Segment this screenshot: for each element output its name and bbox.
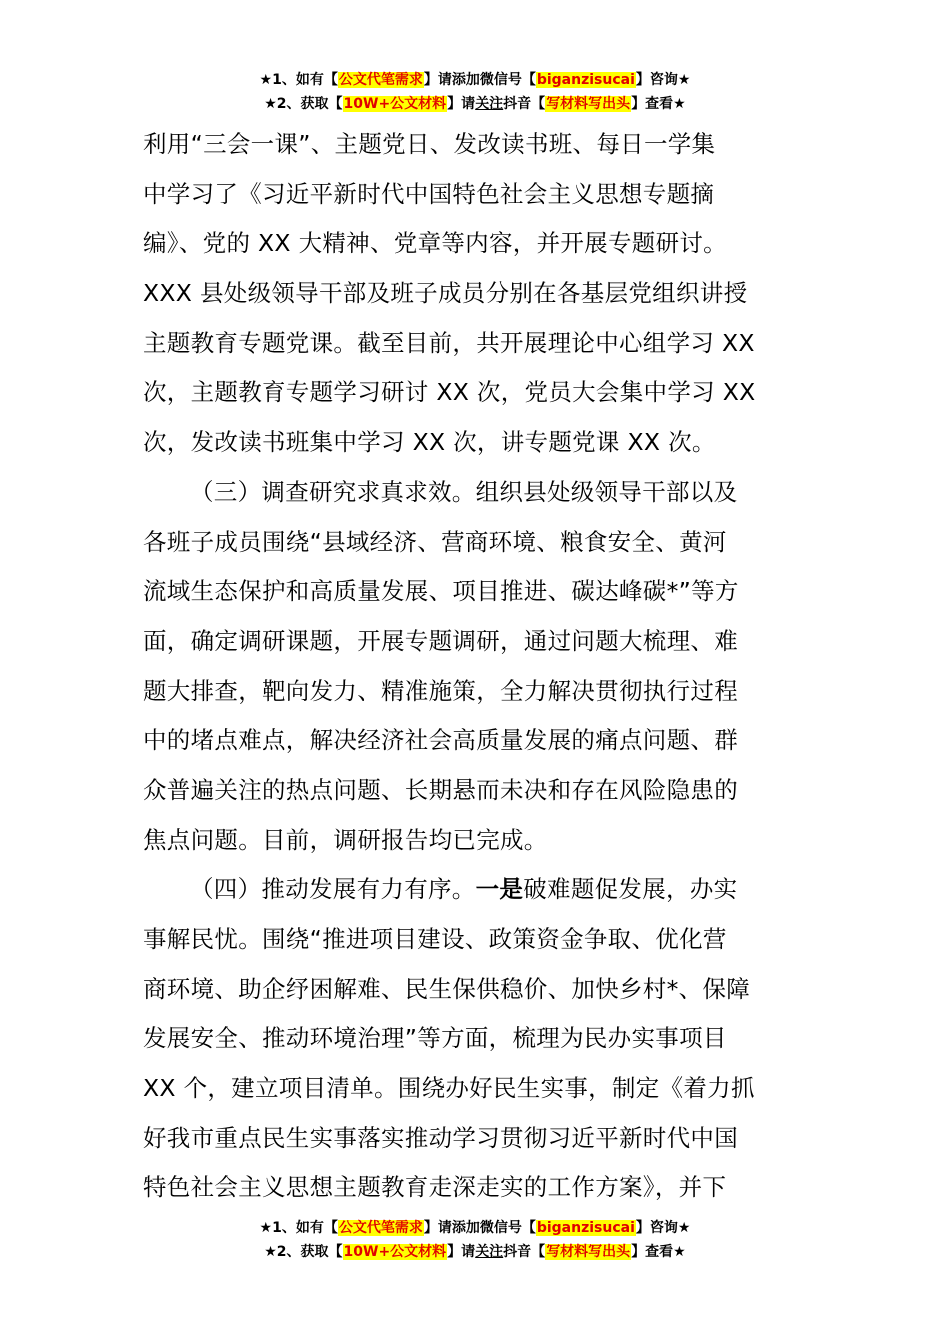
body-text: 破难题促发展，办实: [523, 875, 738, 904]
banner-text: 添加: [451, 1220, 480, 1236]
body-line: 次，发改读书班集中学习 XX 次，讲专题党课 XX 次。: [143, 428, 716, 457]
banner-line-1: [0, 1216, 950, 1240]
banner-text: 微信号【: [479, 1220, 536, 1236]
banner-text: 】查看★: [631, 96, 686, 112]
douyin-name: 写材料写出头: [546, 1244, 631, 1260]
banner-text: 】请: [423, 72, 452, 88]
header-banner: [0, 68, 950, 116]
body-line: 商环境、助企纾困解难、民生保供稳价、加快乡村*、保障: [143, 974, 751, 1003]
body-line: 事解民忧。围绕“推进项目建设、政策资金争取、优化营: [143, 925, 727, 953]
body-line: 各班子成员围绕“县域经济、营商环境、粮食安全、黄河: [143, 527, 727, 556]
banner-text: 关注: [475, 96, 504, 112]
banner-text: 添加: [451, 72, 480, 88]
body-line: 利用“三会一课”、主题党日、发改读书班、每日一学集: [143, 130, 716, 158]
body-line: 次，主题教育专题学习研讨 XX 次，党员大会集中学习 XX: [143, 378, 756, 407]
wechat-id: biganzisucai: [536, 72, 635, 88]
banner-text: ★1、如有【: [259, 1220, 338, 1236]
banner-text: 抖音【: [503, 96, 546, 112]
body-line: 焦点问题。目前，调研报告均已完成。: [143, 825, 548, 854]
body-line: 题大排查，靶向发力、精准施策，全力解决贯彻执行过程: [143, 676, 738, 705]
body-line: 编》、党的 XX 大精神、党章等内容，并开展专题研讨。: [143, 229, 727, 258]
banner-text: 】请: [423, 1220, 452, 1236]
body-line: 面，确定调研课题，开展专题调研，通过问题大梳理、难: [143, 626, 738, 655]
banner-line-2: [0, 92, 950, 116]
body-line: 发展安全、推动环境治理”等方面，梳理为民办实事项目: [143, 1024, 727, 1053]
body-line: XX 个，建立项目清单。围绕办好民生实事，制定《着力抓: [143, 1074, 755, 1103]
douyin-name: 写材料写出头: [546, 96, 631, 112]
body-line: 众普遍关注的热点问题、长期悬而未决和存在风险隐患的: [143, 775, 738, 804]
banner-text: ★1、如有【: [259, 72, 338, 88]
highlight-text: 公文代笔需求: [338, 1220, 423, 1236]
banner-text: ★2、获取【: [264, 1244, 343, 1260]
banner-text: 】请: [447, 1244, 476, 1260]
banner-text: 抖音【: [503, 1244, 546, 1260]
banner-line-2: [0, 1240, 950, 1264]
body-line: 中的堵点难点，解决经济社会高质量发展的痛点问题、群: [143, 726, 738, 755]
body-line: 好我市重点民生实事落实推动学习贯彻习近平新时代中国: [143, 1123, 738, 1152]
banner-text: ★2、获取【: [264, 96, 343, 112]
banner-line-1: [0, 68, 950, 92]
body-line: 流域生态保护和高质量发展、项目推进、碳达峰碳*”等方: [143, 577, 739, 606]
body-line: 特色社会主义思想主题教育走深走实的工作方案》，并下: [143, 1173, 727, 1202]
banner-text: 】咨询★: [635, 1220, 691, 1236]
bold-marker: 一是: [475, 875, 524, 904]
banner-text: 关注: [475, 1244, 504, 1260]
section-heading-line: [143, 865, 803, 915]
document-body: [143, 120, 803, 1213]
body-line: 中学习了《习近平新时代中国特色社会主义思想专题摘: [143, 179, 715, 208]
wechat-id: biganzisucai: [536, 1220, 635, 1236]
body-line: XXX 县处级领导干部及班子成员分别在各基层党组织讲授: [143, 279, 748, 308]
highlight-text: 10W+公文材料: [343, 1244, 447, 1260]
highlight-text: 公文代笔需求: [338, 72, 423, 88]
section-heading: （四）推动发展有力有序。: [190, 875, 476, 904]
footer-banner: [0, 1216, 950, 1264]
banner-text: 】查看★: [631, 1244, 686, 1260]
banner-text: 】请: [447, 96, 476, 112]
highlight-text: 10W+公文材料: [343, 96, 447, 112]
section-heading-line: （三）调查研究求真求效。组织县处级领导干部以及: [190, 477, 738, 506]
body-line: 主题教育专题党课。截至目前，共开展理论中心组学习 XX: [143, 328, 755, 357]
banner-text: 】咨询★: [635, 72, 691, 88]
banner-text: 微信号【: [479, 72, 536, 88]
